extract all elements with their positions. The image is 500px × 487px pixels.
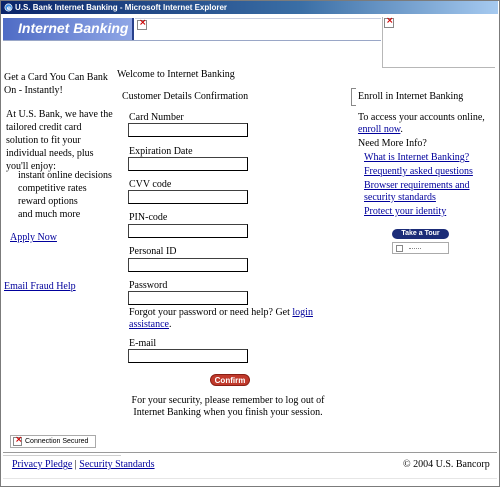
password-label: Password bbox=[129, 280, 168, 291]
list-item: reward options bbox=[18, 196, 78, 207]
expiration-date-input[interactable] bbox=[128, 157, 248, 171]
promo-heading: Get a Card You Can Bank On - Instantly! bbox=[4, 72, 108, 96]
enroll-text bbox=[358, 112, 490, 136]
personal-id-input[interactable] bbox=[128, 258, 248, 272]
internet-explorer-icon bbox=[4, 3, 13, 12]
enroll-image-placeholder bbox=[351, 88, 356, 106]
confirm-button[interactable]: Confirm bbox=[210, 374, 250, 386]
email-label: E-mail bbox=[129, 338, 157, 349]
info-links-list bbox=[364, 152, 494, 220]
list-item: and much more bbox=[18, 209, 81, 220]
divider bbox=[409, 248, 421, 249]
footer-separator: | bbox=[74, 459, 77, 470]
privacy-pledge-link[interactable]: Privacy Pledge bbox=[12, 459, 73, 470]
protect-identity-link[interactable]: Protect your identity bbox=[364, 206, 447, 217]
tour-image-placeholder bbox=[392, 242, 449, 254]
broken-image-icon bbox=[13, 437, 22, 446]
window-titlebar bbox=[1, 1, 498, 14]
promo-copy: At U.S. Bank, we have the tailored credit card solution to fit your individual needs, plus you'll enjoy: bbox=[6, 109, 113, 172]
apply-now-link[interactable]: Apply Now bbox=[10, 232, 57, 243]
list-item bbox=[364, 180, 494, 204]
broken-image-icon bbox=[137, 20, 147, 30]
card-number-input[interactable] bbox=[128, 123, 248, 137]
expiration-date-label: Expiration Date bbox=[129, 146, 193, 157]
pin-code-input[interactable] bbox=[128, 224, 248, 238]
list-item bbox=[364, 152, 494, 164]
copyright-text: © 2004 U.S. Bancorp bbox=[403, 459, 490, 470]
help-text bbox=[129, 307, 329, 331]
pin-code-label: PIN-code bbox=[129, 212, 168, 223]
list-item bbox=[364, 166, 494, 178]
list-item: competitive rates bbox=[18, 183, 87, 194]
internet-banking-logo bbox=[3, 18, 134, 41]
welcome-text: Welcome to Internet Banking bbox=[117, 69, 235, 80]
header-rule bbox=[3, 40, 381, 41]
security-standards-link[interactable]: Security Standards bbox=[79, 459, 155, 470]
personal-id-label: Personal ID bbox=[129, 246, 177, 257]
more-info-heading: Need More Info? bbox=[358, 138, 427, 149]
broken-image-icon bbox=[396, 245, 403, 252]
list-item: instant online decisions bbox=[18, 170, 112, 181]
email-fraud-help-link[interactable]: Email Fraud Help bbox=[4, 281, 76, 292]
faq-link[interactable]: Frequently asked questions bbox=[364, 166, 473, 177]
footer-links bbox=[12, 459, 155, 470]
login-assistance-link[interactable]: login assistance bbox=[129, 307, 313, 330]
enroll-text-suffix: . bbox=[400, 124, 403, 135]
logo-text: Internet Banking bbox=[18, 20, 129, 36]
enroll-heading: Enroll in Internet Banking bbox=[358, 91, 464, 102]
broken-image-icon bbox=[384, 18, 394, 28]
connection-status-text: Connection Secured bbox=[25, 438, 89, 445]
help-text-prefix: Forgot your password or need help? Get bbox=[129, 307, 293, 318]
card-number-label: Card Number bbox=[129, 112, 184, 123]
footer-divider bbox=[3, 452, 497, 453]
form-title: Customer Details Confirmation bbox=[122, 91, 249, 102]
help-text-suffix: . bbox=[169, 319, 172, 330]
security-note: For your security, please remember to log out of Internet Banking when you finish your session. bbox=[131, 395, 325, 418]
footer-divider bbox=[3, 455, 121, 456]
browser-requirements-link[interactable]: Browser requirements and security standards bbox=[364, 180, 470, 203]
cvv-code-label: CVV code bbox=[129, 179, 172, 190]
header-image-placeholder bbox=[382, 17, 495, 68]
cvv-code-input[interactable] bbox=[128, 190, 248, 204]
connection-secured-badge bbox=[10, 435, 96, 448]
password-input[interactable] bbox=[128, 291, 248, 305]
header-top-rule bbox=[135, 18, 381, 19]
window-title: U.S. Bank Internet Banking - Microsoft Internet Explorer bbox=[15, 3, 228, 12]
take-a-tour-button[interactable]: Take a Tour bbox=[392, 229, 449, 239]
what-is-internet-banking-link[interactable]: What is Internet Banking? bbox=[364, 152, 470, 163]
email-input[interactable] bbox=[128, 349, 248, 363]
bottom-divider bbox=[3, 478, 497, 479]
enroll-now-link[interactable]: enroll now bbox=[358, 124, 401, 135]
list-item bbox=[364, 206, 494, 218]
enroll-text-prefix: To access your accounts online, bbox=[358, 112, 485, 123]
svg-text:e: e bbox=[6, 5, 11, 12]
benefits-list bbox=[18, 169, 112, 221]
